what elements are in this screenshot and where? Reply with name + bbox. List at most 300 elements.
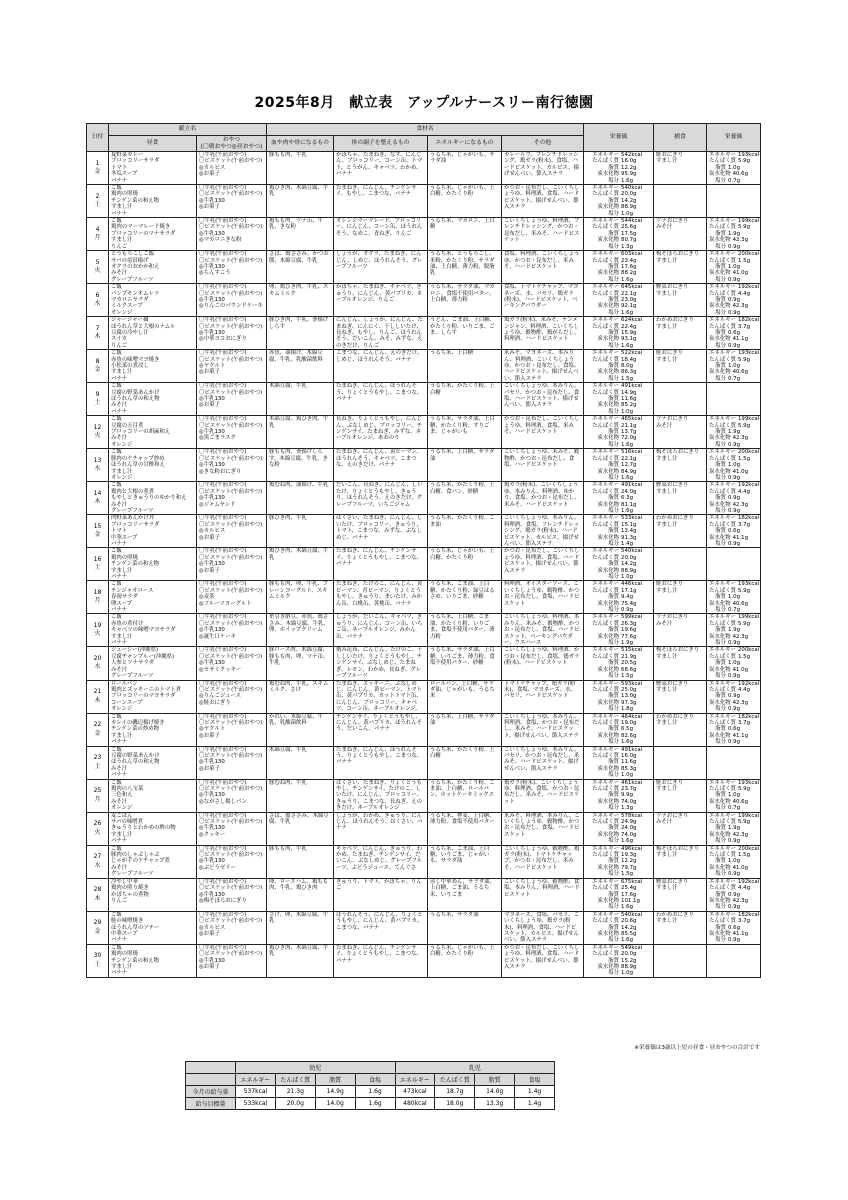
nutrient-label: 脂質 [608, 197, 620, 204]
supper-nutrient-label: たんぱく質 [709, 786, 736, 792]
nutrient-label: エネルギー [592, 383, 620, 390]
supper-nutrient-value: 3.7g [738, 719, 750, 726]
supper-nutrient-label: たんぱく質 [709, 158, 736, 165]
nutrient-value: 82.6g [621, 732, 637, 739]
ingredients-red-cell [267, 251, 334, 284]
menu-row [87, 647, 761, 680]
nutrient-label: エネルギー [592, 185, 620, 192]
ingredients-other: こいくちしょうゆ、本みりん、料理酒、食塩、フレンチドレッシング、鶏ガラ(粉末)、ハードビスケット、カルピス、揚げせんべい、節入ステラ [504, 515, 580, 547]
header-date: 日付 [87, 124, 109, 152]
nutrient-value: 15.2g [621, 957, 637, 964]
supper-nutrient-value: 1.5g [738, 653, 750, 660]
ingredients-energy: うるち米、上白糖、サラダ油 [430, 449, 495, 462]
supper-nutrient-label: 塩分 [715, 673, 727, 680]
supper-nutrient-label: 脂質 [715, 296, 727, 303]
nutrient-value: 25.4g [621, 885, 637, 892]
lunch-menu-cell [109, 713, 197, 746]
ingredients-red: 木綿豆腐、牛乳 [269, 746, 307, 753]
supper-cell [654, 284, 707, 317]
nutrient-label: 脂質 [608, 495, 620, 502]
supper-nutrient-value: 1.5g [738, 455, 750, 462]
ingredients-other: かつお・昆布だし、こいくちしょうゆ、料理酒、食塩、ハードビスケット、揚げせんべい、節入ステラ [504, 548, 580, 574]
nutrient-label: 炭水化物 [597, 831, 620, 838]
supper-nutrient-value: 1.0g [728, 164, 741, 171]
intake-column-header: 脂質 [315, 1074, 355, 1086]
intake-value: 1.4g [515, 1098, 555, 1110]
lunch-menu-cell [109, 878, 197, 911]
date-cell [87, 812, 109, 845]
supper-nutrient-value: 42.3g [732, 699, 749, 706]
supper-nutrient-label: 炭水化物 [709, 831, 731, 838]
date-cell [87, 350, 109, 383]
supper-nutrient-label: エネルギー [709, 812, 736, 819]
nutrient-label: 塩分 [608, 276, 620, 283]
supper-nutrient-label: たんぱく質 [709, 653, 736, 660]
nutrient-label: 脂質 [608, 263, 620, 270]
supper-nutrient-label: エネルギー [709, 614, 736, 621]
supper-nutrient-label: 塩分 [715, 739, 727, 746]
nutrient-label: 脂質 [608, 759, 620, 766]
lunch-menu-cell [109, 911, 197, 944]
nutrient-value: 464kcal [621, 713, 643, 720]
supper-nutrient-label: エネルギー [709, 779, 736, 786]
nutrient-value: 9.9g [621, 792, 634, 799]
nutrient-label: たんぱく質 [592, 587, 620, 594]
nutrient-value: 11.6g [621, 759, 637, 766]
weekday: 水 [94, 465, 101, 473]
supper-nutrient-value: 182kcal [738, 911, 760, 918]
menu-row [87, 152, 761, 185]
menu-body [87, 152, 761, 978]
supper-nutrient-value: 41.0g [732, 666, 749, 673]
intake-corner-2 [186, 1074, 236, 1086]
date-cell [87, 284, 109, 317]
ingredients-yellow-cell [334, 944, 428, 977]
ingredients-yellow: はくさい、たまねぎ、りょくとうもやし、チンゲンサイ、たけのこ、しいたけ、にんじん、ブロッコリー、きゅうり、こまつな、長ねぎ、えのきだけ、ネーブルオレンジ [336, 779, 423, 811]
menu-row [87, 317, 761, 350]
ingredients-red-cell [267, 548, 334, 581]
ingredients-red: 鶏むね肉、牛乳、スキムミルク、さけ [269, 680, 329, 693]
ingredients-other-cell [502, 746, 584, 779]
supper-nutrient-label: 炭水化物 [709, 534, 731, 541]
nutrition-line [586, 409, 651, 415]
nutrient-value: 19.0g [621, 719, 637, 726]
nutrient-label: エネルギー [592, 284, 620, 291]
nutrient-label: エネルギー [592, 713, 620, 720]
lunch-menu-cell [109, 779, 197, 812]
supper-nutrition-line [709, 178, 758, 184]
ingredients-yellow-cell [334, 878, 428, 911]
supper-nutrient-label: エネルギー [709, 482, 736, 489]
intake-group-infant: 幼児 [236, 1062, 396, 1074]
nutrient-value: 599kcal [621, 614, 643, 621]
nutrient-value: 1.0g [621, 574, 634, 580]
date-cell [87, 746, 109, 779]
intake-value: 473kcal [395, 1086, 435, 1098]
nutrient-value: 26.3g [621, 620, 637, 627]
supper-nutrient-label: 塩分 [715, 706, 727, 713]
date-cell [87, 152, 109, 185]
nutrient-label: 炭水化物 [597, 468, 620, 475]
supper-nutrition-line [709, 706, 758, 712]
ingredients-energy: うるち米、マカロニ、上白糖 [430, 218, 495, 231]
header-yellow: 体の調子を整えるもの [334, 136, 428, 152]
ingredients-other-cell [502, 251, 584, 284]
ingredients-other: トマトケチャップ、鶏ガラ(粉末)、食塩、マヨネーズ、水、パセリ、ハードビスケット [504, 680, 577, 700]
supper-nutrient-label: 塩分 [715, 375, 727, 382]
weekday: 火 [94, 267, 101, 275]
ingredients-energy: うるち米、じゃがいも、上白糖、かたくり粉 [430, 944, 495, 958]
nutrient-label: 塩分 [608, 772, 620, 779]
nutrient-label: 塩分 [608, 871, 620, 878]
supper-nutrient-label: たんぱく質 [709, 918, 736, 925]
nutrient-label: 塩分 [608, 540, 620, 547]
nutrient-label: 炭水化物 [597, 402, 620, 409]
supper-nutrition-cell [707, 911, 761, 944]
ingredients-yellow: たまねぎ、にんじん、ほうれんそう、りょくとうもやし、こまつな、バナナ [336, 383, 423, 403]
ingredients-red: 卵、ロースハム、鶏もも肉、牛乳、鶏ひき肉 [269, 878, 329, 892]
ingredients-red-cell [267, 680, 334, 713]
nutrient-label: エネルギー [592, 812, 620, 819]
nutrient-label: 塩分 [608, 607, 620, 614]
nutrient-label: 炭水化物 [597, 666, 620, 673]
nutrient-label: たんぱく質 [592, 257, 620, 264]
ingredients-yellow-cell [334, 581, 428, 614]
ingredients-yellow: たまねぎ、にんじん、チンゲンサイ、りょくとうもやし、こまつな、バナナ [336, 548, 422, 568]
nutrient-value: 21.9g [621, 653, 637, 660]
ingredients-energy-cell [428, 911, 502, 944]
supper-cell [654, 647, 707, 680]
supper-nutrition-cell [707, 218, 761, 251]
snack-menu-cell [197, 317, 267, 350]
nutrient-value: 16.0g [621, 752, 637, 759]
snack-menu-cell [197, 548, 267, 581]
nutrient-value: 624kcal [621, 317, 643, 324]
supper-nutrient-label: 脂質 [715, 726, 727, 733]
nutrient-value: 578kcal [621, 812, 643, 819]
ingredients-other: 米みそ、料理酒、本みりん、こいくちしょうゆ、穀物酢、かつお・昆布だし、食塩、ハードビスケット [504, 812, 580, 838]
nutrition-line [586, 673, 651, 679]
ingredients-energy-cell [428, 647, 502, 680]
ingredients-energy-cell [428, 218, 502, 251]
supper-nutrient-value: 4.4g [738, 686, 750, 693]
supper-nutrient-value: 5.9g [738, 224, 750, 231]
supper-nutrient-label: エネルギー [709, 284, 736, 291]
nutrition-note: ※栄養価は3歳以上児の昼食・昼おやつの合計です [634, 1045, 760, 1051]
ingredients-yellow-cell [334, 746, 428, 779]
menu-row [87, 779, 761, 812]
nutrient-value: 1.4g [621, 540, 634, 547]
supper-menu: 鰹菜おにぎり すまし汁 [656, 680, 689, 693]
nutrient-label: 塩分 [608, 177, 620, 184]
nutrient-value: 81.1g [621, 501, 637, 508]
supper-nutrient-value: 0.9g [728, 838, 741, 845]
intake-column-header: 食塩 [355, 1074, 395, 1086]
nutrient-label: 脂質 [608, 726, 620, 733]
snack-menu: 〇牛乳(午前おやつ) 〇ビスケット(午前おやつ) ◎麦茶 ◎フルーツヨーグルト [199, 581, 263, 607]
nutrient-label: 炭水化物 [597, 369, 620, 376]
nutrient-value: 17.6g [621, 891, 637, 898]
ingredients-energy-cell [428, 713, 502, 746]
ingredients-yellow-cell [334, 284, 428, 317]
supper-nutrient-value: 200kcal [738, 251, 760, 258]
supper-cell [654, 746, 707, 779]
header-red: 血や肉や骨になるもの [267, 136, 334, 152]
supper-nutrient-label: 塩分 [715, 342, 727, 349]
ingredients-yellow-cell [334, 449, 428, 482]
weekday: 水 [94, 663, 101, 671]
weekday: 金 [94, 366, 101, 374]
ingredients-yellow-cell [334, 515, 428, 548]
ingredients-yellow-cell [334, 812, 428, 845]
nutrient-label: エネルギー [592, 449, 620, 456]
intake-value: 20.0g [275, 1098, 315, 1110]
ingredients-other-cell [502, 680, 584, 713]
ingredients-red-cell [267, 779, 334, 812]
nutrient-value: 95.9g [621, 171, 637, 178]
nutrient-label: 塩分 [608, 408, 620, 415]
nutrient-value: 84.9g [621, 468, 637, 475]
nutrient-label: エネルギー [592, 779, 620, 786]
nutrient-label: 脂質 [608, 429, 620, 436]
ingredients-energy: 蒸し中華めん、サラダ油、上白糖、ごま油、うるち米、いりごま [430, 878, 495, 898]
supper-nutrient-value: 1.0g [728, 858, 741, 865]
supper-nutrient-value: 41.1g [732, 534, 749, 541]
supper-nutrient-value: 182kcal [738, 515, 760, 522]
snack-menu: 〇牛乳(午前おやつ) 〇ビスケット(午前おやつ) ◎牛乳130 ◎りんごのパウンドケーキ [199, 284, 263, 310]
supper-nutrient-label: 炭水化物 [709, 435, 731, 442]
menu-table [86, 123, 761, 978]
nutrient-label: 塩分 [608, 904, 620, 911]
nutrient-label: 炭水化物 [597, 732, 620, 739]
ingredients-other-cell [502, 515, 584, 548]
supper-nutrient-value: 0.7g [728, 805, 741, 812]
supper-nutrient-label: 脂質 [715, 429, 727, 436]
snack-menu-cell [197, 416, 267, 449]
nutrient-value: 8.0g [621, 363, 634, 369]
nutrient-label: エネルギー [592, 746, 620, 753]
supper-nutrient-label: 脂質 [715, 792, 727, 799]
ingredients-energy-cell [428, 548, 502, 581]
snack-menu-cell [197, 515, 267, 548]
day-number: 27 [93, 853, 102, 861]
supper-nutrient-value: 1.9g [728, 825, 741, 832]
snack-menu: 〇牛乳(午前おやつ) 〇ビスケット(午前おやつ) ◎牛乳130 ◎クッキー [199, 812, 263, 838]
nutrient-label: エネルギー [592, 680, 620, 687]
nutrition-line [586, 442, 651, 448]
supper-nutrient-value: 192kcal [738, 482, 760, 489]
supper-nutrition-line [709, 904, 758, 910]
nutrition-cell [584, 812, 654, 845]
ingredients-red: 卵、鶏ひき肉、牛乳、スキムミルク [269, 284, 329, 297]
ingredients-yellow: たまねぎ、にんじん、ほうれんそう、りょくとうもやし、こまつな、バナナ [336, 746, 423, 766]
nutrient-label: たんぱく質 [592, 719, 620, 726]
nutrient-label: 脂質 [608, 792, 620, 799]
lunch-menu: ご飯 鶏肉の照焼 チンゲン菜の和え物 すまし汁 バナナ [111, 548, 160, 580]
snack-menu-cell [197, 614, 267, 647]
lunch-menu: ご飯 豆腐の野菜あんかけ ほうれん草の和え物 みそ汁 バナナ [111, 383, 160, 415]
ingredients-yellow: たまねぎ、にんじん、チンゲンサイ、もやし、こまつな、バナナ [336, 185, 417, 198]
nutrition-line [586, 343, 651, 349]
ingredients-energy-cell [428, 581, 502, 614]
nutrient-label: たんぱく質 [592, 224, 620, 231]
supper-cell [654, 845, 707, 878]
ingredients-yellow: しょうが、わかめ、きゅうり、にんじん、ほうれんそう、はくさい、バナナ [336, 812, 423, 832]
day-number: 28 [93, 886, 102, 894]
lunch-menu-cell [109, 548, 197, 581]
snack-menu-cell [197, 812, 267, 845]
ingredients-red-cell [267, 449, 334, 482]
lunch-menu: ご飯 赤魚の煮付け キャベツの味噌マヨサラダ すまし汁 バナナ [111, 614, 176, 646]
supper-nutrient-label: 塩分 [715, 805, 727, 812]
supper-nutrient-value: 0.7g [728, 607, 741, 614]
nutrient-value: 85.3g [621, 765, 637, 772]
nutrient-label: 塩分 [608, 673, 620, 680]
nutrient-label: たんぱく質 [592, 191, 620, 198]
snack-menu: 〇牛乳(午前おやつ) 〇ビスケット(午前おやつ) ◎ヤクルト ◎お菓子 [199, 713, 263, 739]
nutrient-value: 20.0g [621, 554, 637, 561]
lunch-menu-cell [109, 482, 197, 515]
snack-menu-cell [197, 383, 267, 416]
nutrient-value: 12.2g [621, 164, 637, 171]
ingredients-energy: うるち米、上白糖 [430, 350, 474, 357]
nutrient-value: 88.9g [621, 204, 637, 211]
snack-menu: 〇牛乳(午前おやつ) 〇ビスケット(午前おやつ) ◎牛乳130 ◎お菓子 [199, 383, 263, 409]
supper-menu: わかめおにぎり すまし汁 [656, 515, 694, 528]
ingredients-energy: うるち米、じゃがいも、サラダ油 [430, 152, 495, 165]
ingredients-energy: うるち米、サラダ油、マカロニ、食塩不使用バター、上白糖、薄力粉 [430, 284, 495, 303]
nutrient-value: 496kcal [621, 845, 643, 852]
nutrient-label: 脂質 [608, 891, 620, 898]
ingredients-yellow-cell [334, 152, 428, 185]
supper-nutrient-label: たんぱく質 [709, 290, 736, 297]
nutrient-value: 22.1g [621, 290, 637, 297]
header-supper: 捕食 [654, 124, 707, 152]
supper-nutrient-label: 炭水化物 [709, 369, 731, 376]
nutrient-value: 92.1g [621, 303, 637, 310]
ingredients-yellow-cell [334, 251, 428, 284]
ingredients-yellow-cell [334, 911, 428, 944]
ingredients-other: こいくちしょうゆ、本みりん、料理酒、食塩、かつお・昆布だし、米みそ、ハードビスケット、揚げせんべい、節入ステラ [504, 713, 580, 739]
day-number: 9 [95, 390, 100, 398]
day-number: 6 [95, 291, 100, 299]
nutrient-label: たんぱく質 [592, 918, 620, 925]
nutrition-line [586, 211, 651, 217]
supper-nutrient-label: 脂質 [715, 627, 727, 634]
weekday: 木 [94, 498, 101, 506]
nutrient-label: エネルギー [592, 251, 620, 258]
snack-menu: 〇牛乳(午前おやつ) 〇ビスケット(午前おやつ) ◎牛乳130 ◎お菓子 [199, 746, 263, 772]
nutrient-label: たんぱく質 [592, 554, 620, 561]
nutrition-cell [584, 317, 654, 350]
nutrition-line [586, 178, 651, 184]
date-cell [87, 647, 109, 680]
nutrition-cell [584, 647, 654, 680]
lunch-menu: ご飯 パンプキンオムレツ マカロニサラダ ミルクスープ オレンジ [111, 284, 160, 316]
supper-nutrient-label: エネルギー [709, 713, 736, 720]
nutrient-value: 1.6g [621, 441, 634, 448]
header-other: その他 [502, 136, 584, 152]
supper-menu: ツナおにぎり みそ汁 [656, 812, 689, 826]
nutrient-value: 19.3g [621, 852, 637, 859]
lunch-menu: ご飯 鶏肉の照焼 チンゲン菜の和え物 すまし汁 バナナ [111, 944, 160, 976]
nutrient-value: 13.7g [621, 429, 637, 436]
supper-nutrition-line [709, 871, 758, 877]
ingredients-yellow-cell [334, 416, 428, 449]
nutrient-label: 塩分 [608, 838, 620, 845]
menu-row [87, 845, 761, 878]
supper-nutrient-label: エネルギー [709, 515, 736, 522]
supper-nutrition-line [709, 475, 758, 481]
day-number: 7 [95, 324, 100, 332]
ingredients-red: 豚むね肉、牛乳 [269, 779, 307, 786]
supper-nutrient-value: 40.6g [732, 369, 749, 376]
nutrient-value: 12.2g [621, 858, 637, 865]
ingredients-other: 鶏ガラ(粉末)、米みそ、テンメンジャン、料理酒、こいくちしょうゆ、穀物酢、鶏がらだし、料理酒、ハードビスケット [504, 317, 580, 343]
supper-nutrition-cell [707, 284, 761, 317]
nutrient-value: 1.6g [621, 904, 634, 911]
snack-menu: 〇牛乳(午前おやつ) 〇ビスケット(午前おやつ) ◎牛乳130 ◎ジャムサンド [199, 482, 263, 508]
supper-nutrient-value: 200kcal [738, 449, 760, 456]
nutrient-label: エネルギー [592, 515, 620, 522]
nutrient-label: たんぱく質 [592, 389, 620, 396]
supper-nutrient-value: 5.9g [738, 819, 750, 826]
snack-menu-cell [197, 482, 267, 515]
nutrition-cell [584, 515, 654, 548]
ingredients-energy-cell [428, 482, 502, 515]
supper-nutrition-cell [707, 251, 761, 284]
supper-nutrient-label: エネルギー [709, 581, 736, 588]
supper-nutrient-label: 炭水化物 [709, 732, 731, 739]
lunch-menu: ジャージャー麺 ほうれん草と大根のナムル 豆腐の冷やし汁 スイカ りんご [111, 317, 176, 349]
ingredients-red: 木綿豆腐、鶏ひき肉、牛乳 [269, 416, 329, 429]
supper-menu: 梅そぼろおにぎり すまし汁 [656, 449, 700, 462]
supper-nutrient-label: 炭水化物 [709, 237, 731, 244]
snack-menu: 〇牛乳(午前おやつ) 〇ビスケット(午前おやつ) ◎牛乳130 ◎黒ごまラスク [199, 416, 263, 442]
ingredients-other-cell [502, 581, 584, 614]
ingredients-yellow: きゅうり、トマト、かぼちゃ、りんご [336, 878, 422, 892]
nutrient-label: 脂質 [608, 164, 620, 171]
nutrient-value: 15.9g [621, 329, 637, 336]
nutrient-value: 1.9g [621, 640, 634, 647]
supper-nutrient-label: 脂質 [715, 693, 727, 700]
menu-row [87, 383, 761, 416]
nutrient-value: 22.1g [621, 455, 637, 462]
supper-nutrient-value: 3.7g [738, 521, 750, 528]
ingredients-red-cell [267, 581, 334, 614]
nutrient-label: 炭水化物 [597, 864, 620, 871]
intake-value: 537kcal [236, 1086, 276, 1098]
ingredients-red-cell [267, 185, 334, 218]
ingredients-yellow-cell [334, 185, 428, 218]
supper-nutrient-label: 炭水化物 [709, 501, 731, 508]
menu-row [87, 515, 761, 548]
supper-cell [654, 878, 707, 911]
supper-nutrition-cell [707, 581, 761, 614]
supper-nutrient-label: 脂質 [715, 528, 727, 535]
supper-nutrition-line [709, 739, 758, 745]
nutrient-value: 79.7g [621, 864, 637, 871]
day-number: 5 [95, 258, 100, 266]
weekday: 火 [94, 432, 101, 440]
date-cell [87, 713, 109, 746]
nutrient-value: 97.3g [621, 699, 637, 706]
nutrient-label: 炭水化物 [597, 237, 620, 244]
supper-nutrient-label: 塩分 [715, 276, 727, 283]
supper-nutrient-label: 炭水化物 [709, 633, 731, 640]
nutrient-value: 25.0g [621, 686, 637, 693]
day-number: 15 [93, 522, 102, 530]
